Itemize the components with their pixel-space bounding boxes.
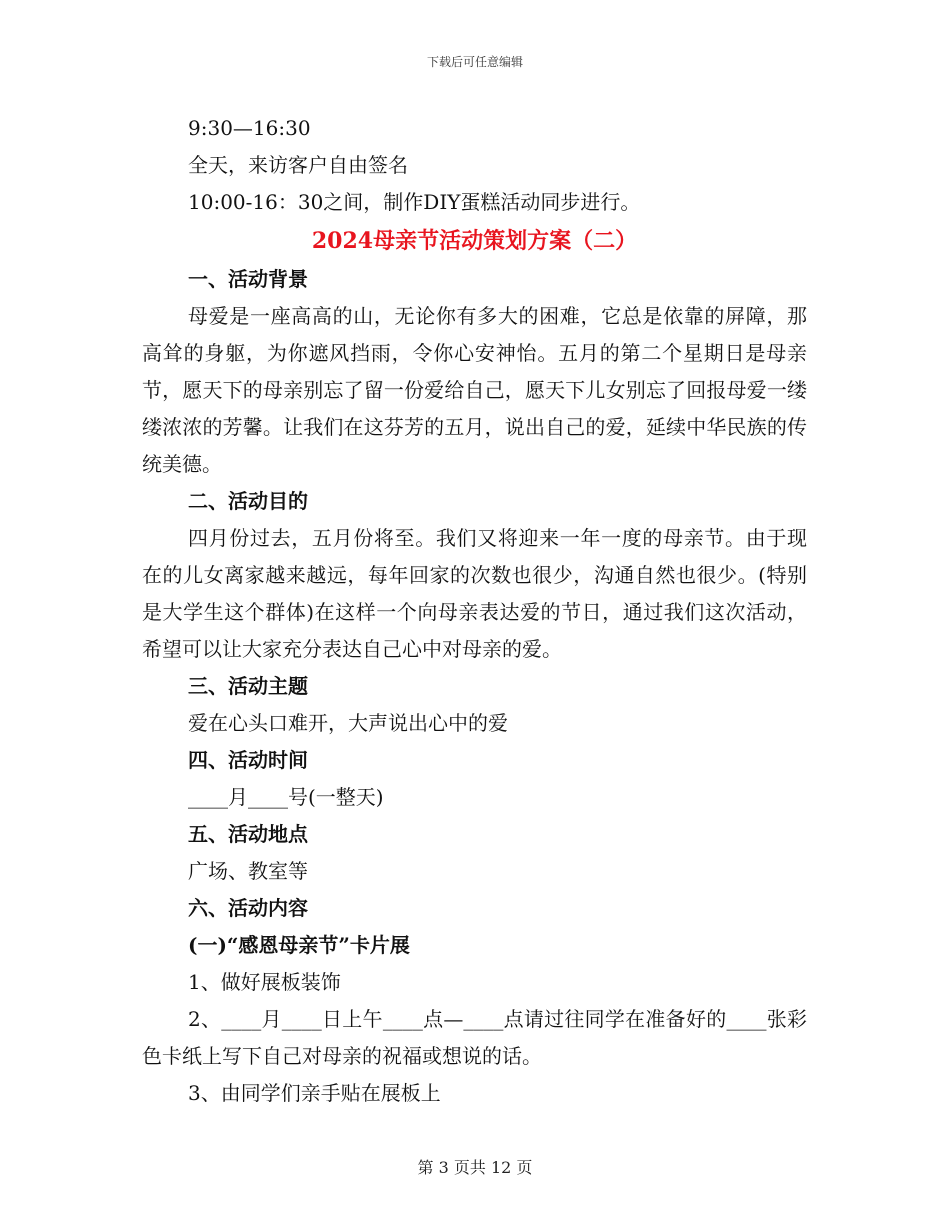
schedule-diy-line: 10:00-16：30之间，制作DIY蛋糕活动同步进行。: [188, 190, 641, 214]
section-body-location: 广场、教室等: [188, 859, 308, 883]
sub-heading-card-exhibition: (一)“感恩母亲节”卡片展: [188, 933, 410, 957]
content-item-2: 2、____月____日上午____点—____点请过往同学在准备好的____张彩色卡纸上写下自己对母亲的祝福或想说的话。: [142, 1007, 807, 1068]
page-header: 下载后可任意编辑: [426, 55, 523, 69]
document-body: [142, 110, 807, 1112]
schedule-time-line: 9:30—16:30: [188, 116, 311, 140]
section-body-time: ____月____号(一整天): [188, 785, 384, 809]
content-item-1: 1、做好展板装饰: [188, 970, 341, 994]
section-heading-content: 六、活动内容: [188, 896, 308, 920]
section-heading-location: 五、活动地点: [188, 822, 308, 846]
schedule-signature-line: 全天，来访客户自由签名: [188, 153, 408, 177]
content-item-3: 3、由同学们亲手贴在展板上: [188, 1081, 441, 1105]
section-heading-theme: 三、活动主题: [188, 674, 308, 698]
section-body-purpose: 四月份过去，五月份将至。我们又将迎来一年一度的母亲节。由于现在的儿女离家越来越远，每年回家的次数也很少，沟通自然也很少。(特别是大学生这个群体)在这样一个向母亲表达爱的节日，通过我们这次活动，希望可以让大家充分表达自己心中对母亲的爱。: [142, 526, 807, 661]
section-heading-time: 四、活动时间: [188, 748, 308, 772]
section-body-background: 母爱是一座高高的山，无论你有多大的困难，它总是依靠的屏障，那高耸的身躯，为你遮风挡雨，令你心安神怡。五月的第二个星期日是母亲节，愿天下的母亲别忘了留一份爱给自己，愿天下儿女别忘了回报母爱一缕缕浓浓的芳馨。让我们在这芬芳的五月，说出自己的爱，延续中华民族的传统美德。: [142, 304, 807, 476]
page-footer: 第 3 页共 12 页: [417, 1158, 533, 1177]
section-heading-background: 一、活动背景: [188, 267, 308, 291]
section-heading-purpose: 二、活动目的: [188, 489, 308, 513]
document-title: 2024母亲节活动策划方案（二）: [311, 228, 638, 254]
section-body-theme: 爱在心头口难开，大声说出心中的爱: [188, 711, 508, 735]
